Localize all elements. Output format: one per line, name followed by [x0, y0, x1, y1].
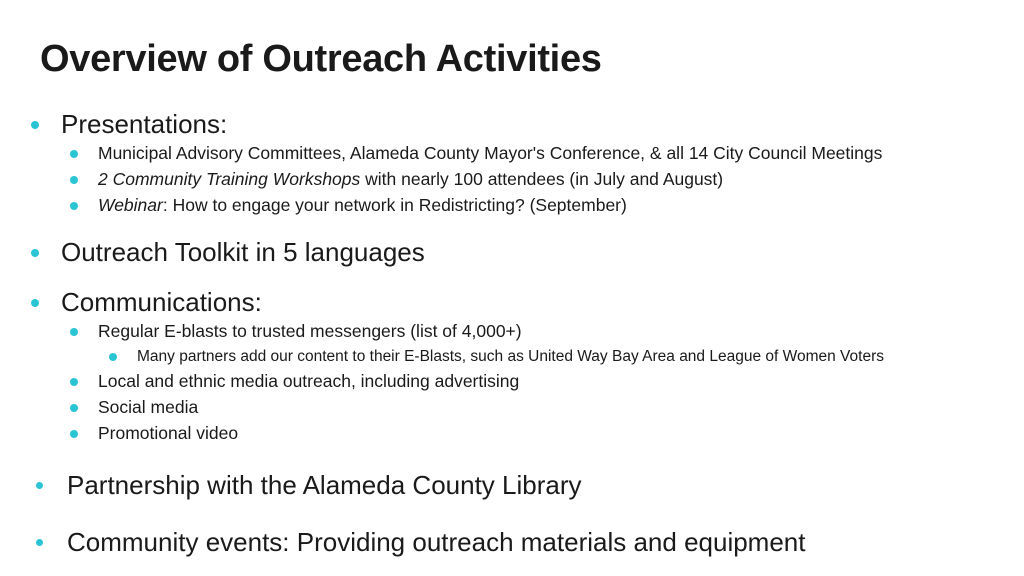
bullet-presentations-sub2	[98, 171, 723, 189]
bullet-comm-sub1	[98, 323, 522, 341]
bullet-dot-icon	[70, 404, 78, 412]
bullet-dot-icon	[31, 121, 39, 129]
bullet-presentations-sub1	[98, 145, 882, 163]
bullet-label: Communications:	[61, 287, 262, 317]
bullet-dot-icon	[31, 299, 39, 307]
bullet-toolkit	[61, 239, 425, 265]
bullet-dot-icon	[109, 353, 117, 361]
slide-title: Overview of Outreach Activities	[40, 38, 602, 80]
bullet-dot-icon	[70, 176, 78, 184]
bullet-events	[67, 529, 806, 555]
bullet-label: Regular E-blasts to trusted messengers (list of 4,000+)	[98, 321, 522, 341]
bullet-communications	[61, 289, 262, 315]
bullet-dot-icon	[70, 150, 78, 158]
bullet-dot-icon	[70, 202, 78, 210]
bullet-label: Outreach Toolkit in 5 languages	[61, 237, 425, 267]
bullet-label: Community events: Providing outreach materials and equipment	[67, 527, 806, 557]
bullet-dot-icon	[70, 378, 78, 386]
bullet-label-italic: 2 Community Training Workshops	[98, 169, 361, 189]
bullet-library	[67, 472, 582, 498]
bullet-label: Social media	[98, 397, 199, 417]
bullet-label: : How to engage your network in Redistricting? (September)	[162, 195, 627, 215]
bullet-comm-sub1-sub1	[137, 349, 884, 365]
bullet-label-italic: Webinar	[98, 195, 163, 215]
bullet-label: Presentations:	[61, 109, 228, 139]
bullet-comm-sub3	[98, 399, 198, 417]
bullet-dot-icon	[31, 249, 39, 257]
bullet-dot-icon	[36, 482, 43, 489]
bullet-dot-icon	[70, 328, 78, 336]
bullet-comm-sub4	[98, 425, 238, 443]
bullet-presentations-sub3	[98, 197, 627, 215]
bullet-dot-icon	[36, 539, 43, 546]
bullet-label: with nearly 100 attendees (in July and August)	[360, 169, 724, 189]
bullet-label: Municipal Advisory Committees, Alameda County Mayor's Conference, & all 14 City Council Meetings	[98, 143, 883, 163]
bullet-dot-icon	[70, 430, 78, 438]
bullet-comm-sub2	[98, 373, 519, 391]
bullet-label: Promotional video	[98, 423, 239, 443]
bullet-label: Partnership with the Alameda County Library	[67, 470, 582, 500]
bullet-presentations	[61, 111, 227, 137]
bullet-label: Many partners add our content to their E-Blasts, such as United Way Bay Area and League of Women Voters	[137, 348, 884, 365]
bullet-label: Local and ethnic media outreach, including advertising	[98, 371, 520, 391]
